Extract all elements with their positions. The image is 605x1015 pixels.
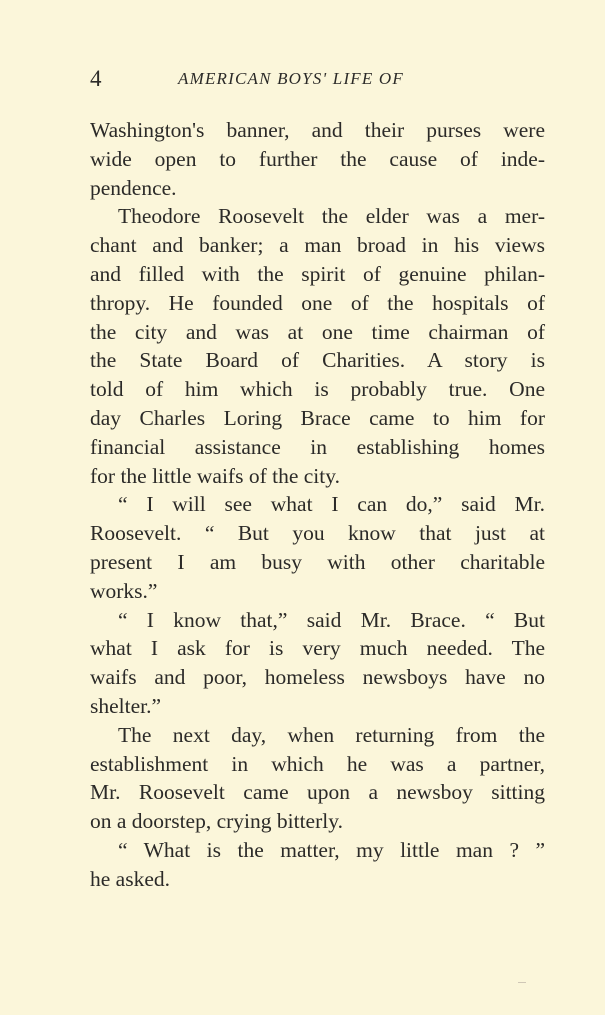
- text-line: “ What is the matter, my little man ? ”: [118, 837, 545, 862]
- text-line: and filled with the spirit of genuine philan-: [90, 261, 545, 286]
- text-line: The next day, when returning from the: [118, 722, 545, 747]
- page-speck: [518, 982, 526, 983]
- text-line: chant and banker; a man broad in his views: [90, 233, 545, 258]
- running-head: [90, 66, 550, 96]
- text-line: thropy. He founded one of the hospitals of: [90, 290, 545, 315]
- text-line: establishment in which he was a partner,: [90, 751, 545, 776]
- body-text: [90, 116, 545, 894]
- text-line: waifs and poor, homeless newsboys have no: [90, 665, 545, 690]
- text-line: financial assistance in establishing homes: [90, 434, 545, 459]
- text-line: he asked.: [90, 866, 170, 891]
- text-line: the State Board of Charities. A story is: [90, 348, 545, 373]
- text-line: Washington's banner, and their purses were: [90, 118, 545, 142]
- text-line: wide open to further the cause of inde-: [90, 146, 545, 171]
- text-line: Mr. Roosevelt came upon a newsboy sitting: [90, 780, 545, 805]
- text-line: on a doorstep, crying bitterly.: [90, 809, 343, 834]
- page-number: 4: [90, 66, 102, 91]
- text-line: what I ask for is very much needed. The: [90, 636, 545, 661]
- running-title: AMERICAN BOYS' LIFE OF: [178, 69, 404, 88]
- text-line: “ I know that,” said Mr. Brace. “ But: [118, 607, 545, 632]
- text-line: the city and was at one time chairman of: [90, 319, 545, 344]
- text-line: Roosevelt. “ But you know that just at: [90, 521, 545, 546]
- text-line: “ I will see what I can do,” said Mr.: [118, 492, 545, 517]
- text-line: shelter.”: [90, 693, 162, 718]
- text-line: day Charles Loring Brace came to him for: [90, 405, 545, 430]
- text-line: Theodore Roosevelt the elder was a mer-: [118, 204, 545, 229]
- text-line: works.”: [90, 578, 158, 603]
- text-line: pendence.: [90, 175, 177, 200]
- text-line: for the little waifs of the city.: [90, 463, 340, 488]
- text-line: told of him which is probably true. One: [90, 377, 545, 402]
- text-line: present I am busy with other charitable: [90, 549, 545, 574]
